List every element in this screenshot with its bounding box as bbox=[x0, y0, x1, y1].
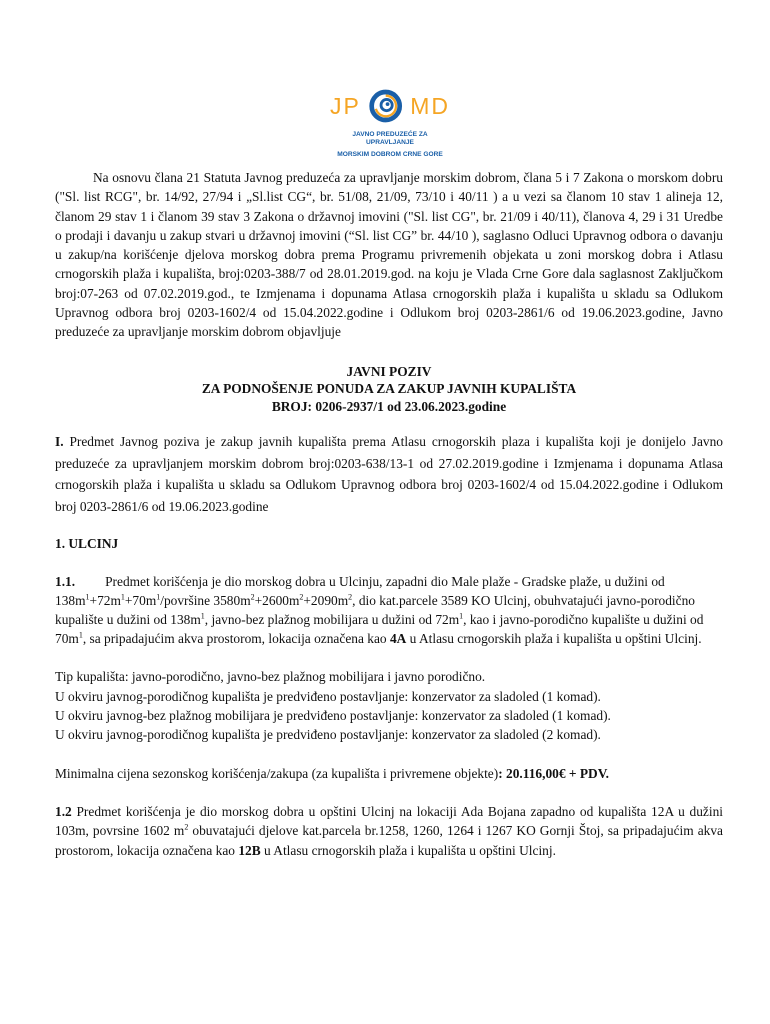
section-1-paragraph bbox=[55, 431, 723, 517]
organization-logo bbox=[330, 85, 450, 157]
ulcinj-title: 1. ULCINJ bbox=[55, 536, 119, 552]
intro-paragraph: Na osnovu člana 21 Statuta Javnog preduzeća za upravljanje morskim dobrom, člana 5 i 7 Zakona o morskom dobru ("Sl. list RCG", br. 14/92, 27/94 i „Sl.list CG“, br. 51/08, 21/09, 73/10 i 40/11 ) a u vezi sa članom 10 stav 1 alineja 12, članom 29 stav 1 i članom 39 stav 3 Zakona o državnoj imovini ("Sl. list CG", br. 21/09 i 40/11), članova 4, 29 i 31 Uredbe o prodaji i davanju u zakup stvari u državnoj imovini (“Sl. list CG” br. 44/10 ), saglasno Odluci Upravnog odbora o davanju u zakup/na korišćenje djelova morskog dobra prema Programu privremenih objekata u zoni morskog dobra i Atlasu crnogorskih plaža i kupališta, broj:0203-388/7 od 28.01.2019.god. na koju je Vlada Crne Gore dala saglasnost Zaključkom broj:07-263 od 07.02.2019.god., te Izmjenama i dopunama Atlasa crnogorskih plaža i kupališta u skladu sa Odlukom Upravnog odbora broj 0203-1602/4 od 15.04.2022.godine i Odlukom broj 0203-2861/6 od 19.06.2023.godine, Javno preduzeće za upravljanje morskim dobrom objavljuje bbox=[55, 170, 723, 340]
type-line: U okviru javnog-porodičnog kupališta je predviđeno postavljanje: konzervator za sladoled (1 komad). bbox=[55, 688, 601, 704]
type-line: U okviru javnog-porodičnog kupališta je predviđeno postavljanje: konzervator za sladoled (2 komad). bbox=[55, 727, 601, 743]
location-code-4a: 4A bbox=[389, 631, 407, 647]
logo-caption-line2: MORSKIM DOBROM CRNE GORE bbox=[337, 151, 443, 158]
item-1-1-number: 1.1. bbox=[55, 574, 76, 590]
logo-text-left: JP bbox=[330, 92, 361, 119]
logo-text-right: MD bbox=[410, 92, 450, 119]
heading-title: JAVNI POZIV bbox=[346, 363, 432, 379]
item-1-2-paragraph: 1.2 Predmet korišćenja je dio morskog dobra u opštini Ulcinj na lokaciji Ada Bojana zapadno od kupališta 12A u dužini 103m, povrsine 1602 $m^2$ obuvatajući djelove kat.parcela br.1258, 1260, 1264 i 1267 KO Gornji Štoj, sa pripadajućim akva prostorom, lokacija označena kao 12B u Atlasu crnogorskih plaža i kupališta u opštini Ulcinj. bbox=[55, 803, 723, 858]
price-label: Minimalna cijena sezonskog korišćenja/zakupa (za kupališta i privremene objekte) bbox=[55, 765, 499, 781]
location-code-12b: 12B bbox=[238, 842, 261, 858]
logo-mark bbox=[330, 85, 450, 127]
logo-caption-line1: JAVNO PREDUZEĆE ZA UPRAVLJANJE bbox=[352, 131, 428, 146]
heading-number: BROJ: 0206-2937/1 od 23.06.2023.godine bbox=[271, 398, 507, 414]
type-line: Tip kupališta: javno-porodično, javno-bez plažnog mobilijara i javno porodično. bbox=[55, 669, 486, 685]
spiral-shell-icon bbox=[367, 86, 404, 126]
document-body bbox=[55, 168, 723, 860]
price-value: : 20.116,00€ + PDV. bbox=[498, 765, 610, 781]
type-line: U okviru javnog-bez plažnog mobilijara je predviđeno postavljanje: konzervator za sladoled (1 komad). bbox=[55, 708, 611, 724]
section-1-label: I. bbox=[55, 434, 64, 450]
minimum-price-line bbox=[55, 764, 723, 783]
item-1-1-paragraph: 1.1. Predmet korišćenja je dio morskog dobra u Ulcinju, zapadni dio Male plaže - Gradske plaže, u dužini od $138m^1+72m^1+70m^1$/površine $3580m^2+2600m^2+2090m^2$, dio kat.parcele 3589 KO Ulcinj, obuhvatajući javno-porodično kupalište u dužini od $138m^1$, javno-bez plažnog mobilijara u dužini od $72m^1$, kao i javno-porodično kupalište u dužini od $70m^1$, sa pripadajućim akva prostorom, lokacija označena kao 4A u Atlasu crnogorskih plaža i kupališta u opštini Ulcinj. bbox=[55, 574, 704, 647]
section-1-text: Predmet Javnog poziva je zakup javnih kupališta prema Atlasu crnogorskih plaza i kupališta koji je donijelo Javno preduzeće za upravljanjem morskim dobrom broj:0203-638/13-1 od 27.02.2019.godine i Izmjenama i dopunama Atlasa crnogorskih plaža i kupališta u skladu sa Odlukom Upravnog odbora broj 0203-1602/4 od 15.04.2022.godine i Odlukom broj 0203-2861/6 od 19.06.2023.godine bbox=[55, 434, 723, 514]
heading-subtitle: ZA PODNOŠENJE PONUDA ZA ZAKUP JAVNIH KUPALIŠTA bbox=[201, 381, 577, 397]
item-1-2-number: 1.2 bbox=[55, 803, 72, 819]
